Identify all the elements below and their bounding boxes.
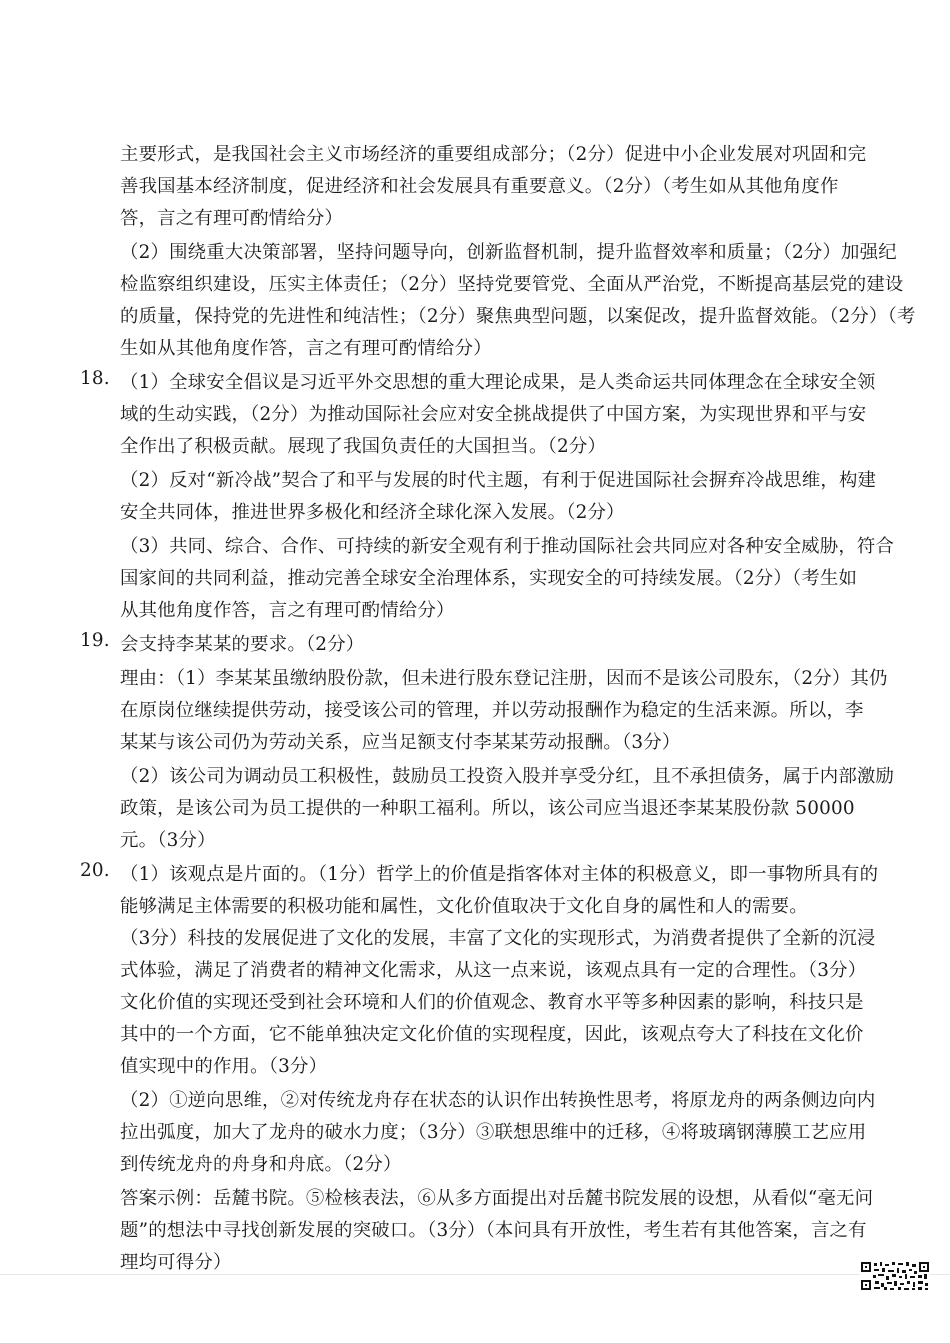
text-line: 生如从其他角度作答，言之有理可酌情给分） (120, 338, 492, 359)
text-line: （1）全球安全倡议是习近平外交思想的重大理论成果，是人类命运共同体理念在全球安全领 (120, 372, 876, 393)
text-line: （3）共同、综合、合作、可持续的新安全观有利于推动国际社会共同应对各种安全威胁，符合 (120, 536, 895, 557)
text-line: 到传统龙舟的舟身和舟底。（2分） (120, 1154, 402, 1175)
text-line: 某某与该公司仍为劳动关系，应当足额支付李某某劳动报酬。（3分） (120, 732, 681, 753)
text-line: 理由：（1）李某某虽缴纳股份款，但未进行股东登记注册，因而不是该公司股东，（2分）其仍 (120, 668, 888, 689)
text-line: （2）围绕重大决策部署，坚持问题导向，创新监督机制，提升监督效率和质量；（2分）加强纪 (120, 242, 897, 263)
text-line: 题”的想法中寻找创新发展的突破口。（3分）（本问具有开放性，考生若有其他答案，言之有 (120, 1220, 867, 1241)
text-line: 善我国基本经济制度，促进经济和社会发展具有重要意义。（2分）（考生如从其他角度作 (120, 176, 839, 197)
text-line: 理均可得分） (120, 1252, 232, 1273)
text-line: 全作出了积极贡献。展现了我国负责任的大国担当。（2分） (120, 436, 607, 457)
text-line: 域的生动实践，（2分）为推动国际社会应对安全挑战提供了中国方案，为实现世界和平与安 (120, 404, 867, 425)
qr-code-icon (860, 1261, 930, 1291)
text-line: 检监察组织建设，压实主体责任；（2分）坚持党要管党、全面从严治党，不断提高基层党的建设 (120, 274, 904, 295)
text-line: 政策，是该公司为员工提供的一种职工福利。所以，该公司应当退还李某某股份款 50000 (120, 798, 855, 819)
text-line: 答案示例：岳麓书院。⑤检核表法，⑥从多方面提出对岳麓书院发展的设想，从看似“毫无问 (120, 1188, 874, 1209)
footer-divider (0, 1274, 950, 1275)
text-line: 答，言之有理可酌情给分） (120, 208, 344, 229)
text-line: （2）反对“新冷战”契合了和平与发展的时代主题，有利于促进国际社会摒弃冷战思维，构建 (120, 470, 877, 491)
text-line: （3分）科技的发展促进了文化的发展，丰富了文化的实现形式，为消费者提供了全新的沉浸 (120, 928, 876, 949)
text-line: 安全共同体，推进世界多极化和经济全球化深入发展。（2分） (120, 502, 625, 523)
text-line: 文化价值的实现还受到社会环境和人们的价值观念、教育水平等多种因素的影响，科技只是 (120, 992, 864, 1013)
text-line: 在原岗位继续提供劳动，接受该公司的管理，并以劳动报酬作为稳定的生活来源。所以，李 (120, 700, 864, 721)
text-line: 国家间的共同利益，推动完善全球安全治理体系，实现安全的可持续发展。（2分）（考生如 (120, 568, 858, 589)
text-line: 的质量，保持党的先进性和纯洁性；（2分）聚焦典型问题，以案促改，提升监督效能。（2分）（考 (120, 306, 916, 327)
text-line: 元。（3分） (120, 830, 216, 851)
text-line: （2）①逆向思维，②对传统龙舟存在状态的认识作出转换性思考，将原龙舟的两条侧边向内 (120, 1090, 876, 1111)
text-line: 主要形式，是我国社会主义市场经济的重要组成部分；（2分）促进中小企业发展对巩固和完 (120, 144, 867, 165)
text-line: 会支持李某某的要求。（2分） (120, 634, 365, 655)
text-line: 从其他角度作答，言之有理可酌情给分） (120, 600, 455, 621)
text-line: 其中的一个方面，它不能单独决定文化价值的实现程度，因此，该观点夸大了科技在文化价 (120, 1024, 864, 1045)
text-line: 值实现中的作用。（3分） (120, 1056, 328, 1077)
question-number: 18. (80, 368, 110, 389)
text-line: （1）该观点是片面的。（1分）哲学上的价值是指客体对主体的积极意义，即一事物所具有的 (120, 864, 879, 885)
question-number: 20. (80, 860, 110, 881)
text-line: 拉出弧度，加大了龙舟的破水力度；（3分）③联想思维中的迁移，④将玻璃钢薄膜工艺应用 (120, 1122, 867, 1143)
question-number: 19. (80, 630, 110, 651)
text-line: 式体验，满足了消费者的精神文化需求，从这一点来说，该观点具有一定的合理性。（3分） (120, 960, 867, 981)
text-line: 能够满足主体需要的积极功能和属性，文化价值取决于文化自身的属性和人的需要。 (120, 896, 808, 917)
text-line: （2）该公司为调动员工积极性，鼓励员工投资入股并享受分红，且不承担债务，属于内部激励 (120, 766, 895, 787)
